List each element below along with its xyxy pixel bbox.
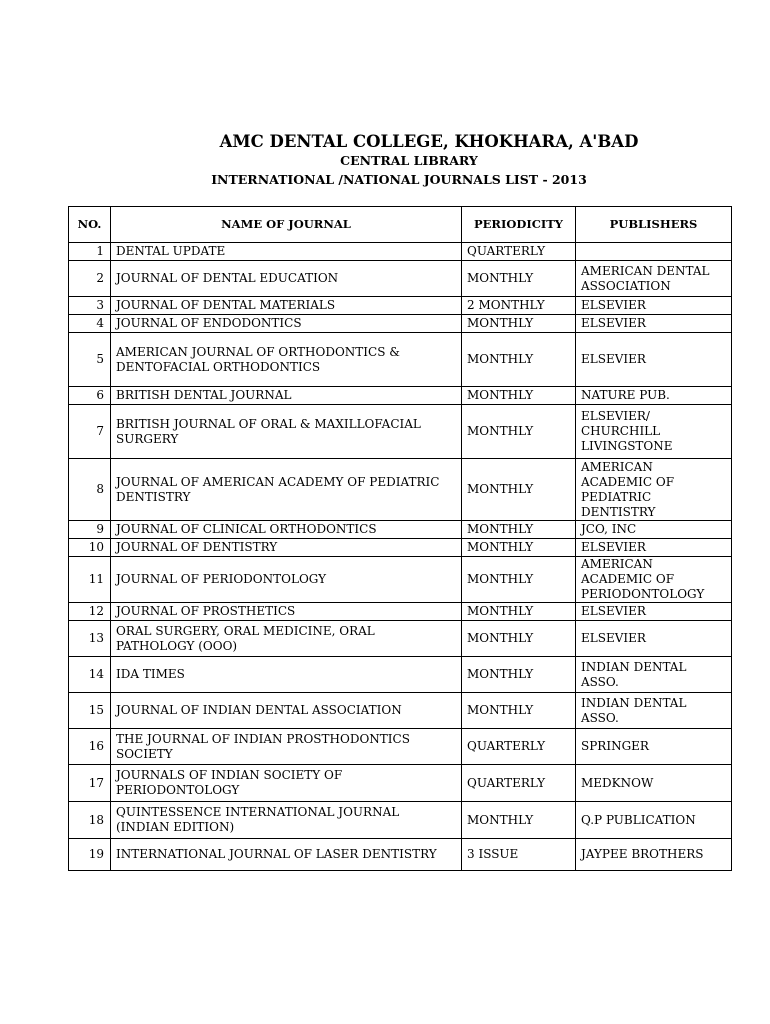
periodicity: MONTHLY xyxy=(462,315,576,333)
publisher: ELSEVIER xyxy=(576,539,732,557)
periodicity: MONTHLY xyxy=(462,333,576,387)
row-number: 12 xyxy=(69,603,111,621)
periodicity: MONTHLY xyxy=(462,521,576,539)
periodicity: MONTHLY xyxy=(462,693,576,729)
publisher: AMERICAN DENTAL ASSOCIATION xyxy=(576,261,732,297)
row-number: 4 xyxy=(69,315,111,333)
row-number: 19 xyxy=(69,839,111,871)
row-number: 5 xyxy=(69,333,111,387)
periodicity: MONTHLY xyxy=(462,557,576,603)
header-periodicity: PERIODICITY xyxy=(462,207,576,243)
table-row xyxy=(69,405,732,459)
publisher: ELSEVIER xyxy=(576,333,732,387)
publisher: INDIAN DENTAL ASSO. xyxy=(576,657,732,693)
publisher: NATURE PUB. xyxy=(576,387,732,405)
journal-name: JOURNAL OF PERIODONTOLOGY xyxy=(111,557,462,603)
journal-name: BRITISH JOURNAL OF ORAL & MAXILLOFACIAL SURGERY xyxy=(111,405,462,459)
journal-name: JOURNAL OF CLINICAL ORTHODONTICS xyxy=(111,521,462,539)
publisher: ELSEVIER xyxy=(576,603,732,621)
journal-name: JOURNAL OF AMERICAN ACADEMY OF PEDIATRIC DENTISTRY xyxy=(111,459,462,521)
journal-name: QUINTESSENCE INTERNATIONAL JOURNAL (INDIAN EDITION) xyxy=(111,802,462,839)
publisher: JAYPEE BROTHERS xyxy=(576,839,732,871)
publisher: MEDKNOW xyxy=(576,765,732,802)
periodicity: MONTHLY xyxy=(462,802,576,839)
publisher: SPRINGER xyxy=(576,729,732,765)
table-header-row xyxy=(69,207,732,243)
row-number: 11 xyxy=(69,557,111,603)
table-row xyxy=(69,297,732,315)
table-row xyxy=(69,243,732,261)
periodicity: MONTHLY xyxy=(462,657,576,693)
table-row xyxy=(69,539,732,557)
periodicity: MONTHLY xyxy=(462,459,576,521)
row-number: 9 xyxy=(69,521,111,539)
periodicity: QUARTERLY xyxy=(462,243,576,261)
journal-name: DENTAL UPDATE xyxy=(111,243,462,261)
periodicity: QUARTERLY xyxy=(462,765,576,802)
row-number: 6 xyxy=(69,387,111,405)
publisher: ELSEVIER xyxy=(576,315,732,333)
publisher: ELSEVIER xyxy=(576,621,732,657)
row-number: 1 xyxy=(69,243,111,261)
table-row xyxy=(69,459,732,521)
header-no: NO. xyxy=(69,207,111,243)
periodicity: MONTHLY xyxy=(462,387,576,405)
row-number: 8 xyxy=(69,459,111,521)
table-row xyxy=(69,603,732,621)
journal-name: IDA TIMES xyxy=(111,657,462,693)
header-journal-name: NAME OF JOURNAL xyxy=(111,207,462,243)
periodicity: 2 MONTHLY xyxy=(462,297,576,315)
table-row xyxy=(69,315,732,333)
periodicity: MONTHLY xyxy=(462,603,576,621)
row-number: 17 xyxy=(69,765,111,802)
journal-name: ORAL SURGERY, ORAL MEDICINE, ORAL PATHOLOGY (OOO) xyxy=(111,621,462,657)
publisher: ELSEVIER xyxy=(576,297,732,315)
periodicity: QUARTERLY xyxy=(462,729,576,765)
publisher: JCO, INC xyxy=(576,521,732,539)
journal-name: JOURNAL OF DENTISTRY xyxy=(111,539,462,557)
journal-name: THE JOURNAL OF INDIAN PROSTHODONTICS SOCIETY xyxy=(111,729,462,765)
row-number: 18 xyxy=(69,802,111,839)
journal-name: JOURNAL OF DENTAL EDUCATION xyxy=(111,261,462,297)
periodicity: MONTHLY xyxy=(462,405,576,459)
publisher: Q.P PUBLICATION xyxy=(576,802,732,839)
publisher: ELSEVIER/ CHURCHILL LIVINGSTONE xyxy=(576,405,732,459)
publisher: INDIAN DENTAL ASSO. xyxy=(576,693,732,729)
row-number: 3 xyxy=(69,297,111,315)
table-row xyxy=(69,333,732,387)
publisher xyxy=(576,243,732,261)
journal-name: INTERNATIONAL JOURNAL OF LASER DENTISTRY xyxy=(111,839,462,871)
journal-name: JOURNAL OF PROSTHETICS xyxy=(111,603,462,621)
journal-name: JOURNALS OF INDIAN SOCIETY OF PERIODONTOLOGY xyxy=(111,765,462,802)
periodicity: MONTHLY xyxy=(462,621,576,657)
publisher: AMERICAN ACADEMIC OF PEDIATRIC DENTISTRY xyxy=(576,459,732,521)
publisher: AMERICAN ACADEMIC OF PERIODONTOLOGY xyxy=(576,557,732,603)
journal-name: AMERICAN JOURNAL OF ORTHODONTICS & DENTOFACIAL ORTHODONTICS xyxy=(111,333,462,387)
header-publishers: PUBLISHERS xyxy=(576,207,732,243)
table-row xyxy=(69,387,732,405)
row-number: 10 xyxy=(69,539,111,557)
table-row xyxy=(69,839,732,871)
table-row xyxy=(69,693,732,729)
college-title: AMC DENTAL COLLEGE, KHOKHARA, A'BAD xyxy=(219,132,639,151)
library-title: CENTRAL LIBRARY xyxy=(340,153,478,168)
periodicity: 3 ISSUE xyxy=(462,839,576,871)
table-row xyxy=(69,621,732,657)
table-row xyxy=(69,261,732,297)
row-number: 15 xyxy=(69,693,111,729)
table-row xyxy=(69,765,732,802)
table-row xyxy=(69,729,732,765)
row-number: 7 xyxy=(69,405,111,459)
periodicity: MONTHLY xyxy=(462,261,576,297)
table-row xyxy=(69,557,732,603)
journal-name: BRITISH DENTAL JOURNAL xyxy=(111,387,462,405)
table-row xyxy=(69,802,732,839)
journal-name: JOURNAL OF DENTAL MATERIALS xyxy=(111,297,462,315)
journal-name: JOURNAL OF ENDODONTICS xyxy=(111,315,462,333)
row-number: 13 xyxy=(69,621,111,657)
row-number: 16 xyxy=(69,729,111,765)
row-number: 14 xyxy=(69,657,111,693)
periodicity: MONTHLY xyxy=(462,539,576,557)
table-row xyxy=(69,657,732,693)
table-row xyxy=(69,521,732,539)
row-number: 2 xyxy=(69,261,111,297)
journals-table xyxy=(68,206,732,871)
list-title: INTERNATIONAL /NATIONAL JOURNALS LIST - 2013 xyxy=(211,172,587,187)
journal-name: JOURNAL OF INDIAN DENTAL ASSOCIATION xyxy=(111,693,462,729)
